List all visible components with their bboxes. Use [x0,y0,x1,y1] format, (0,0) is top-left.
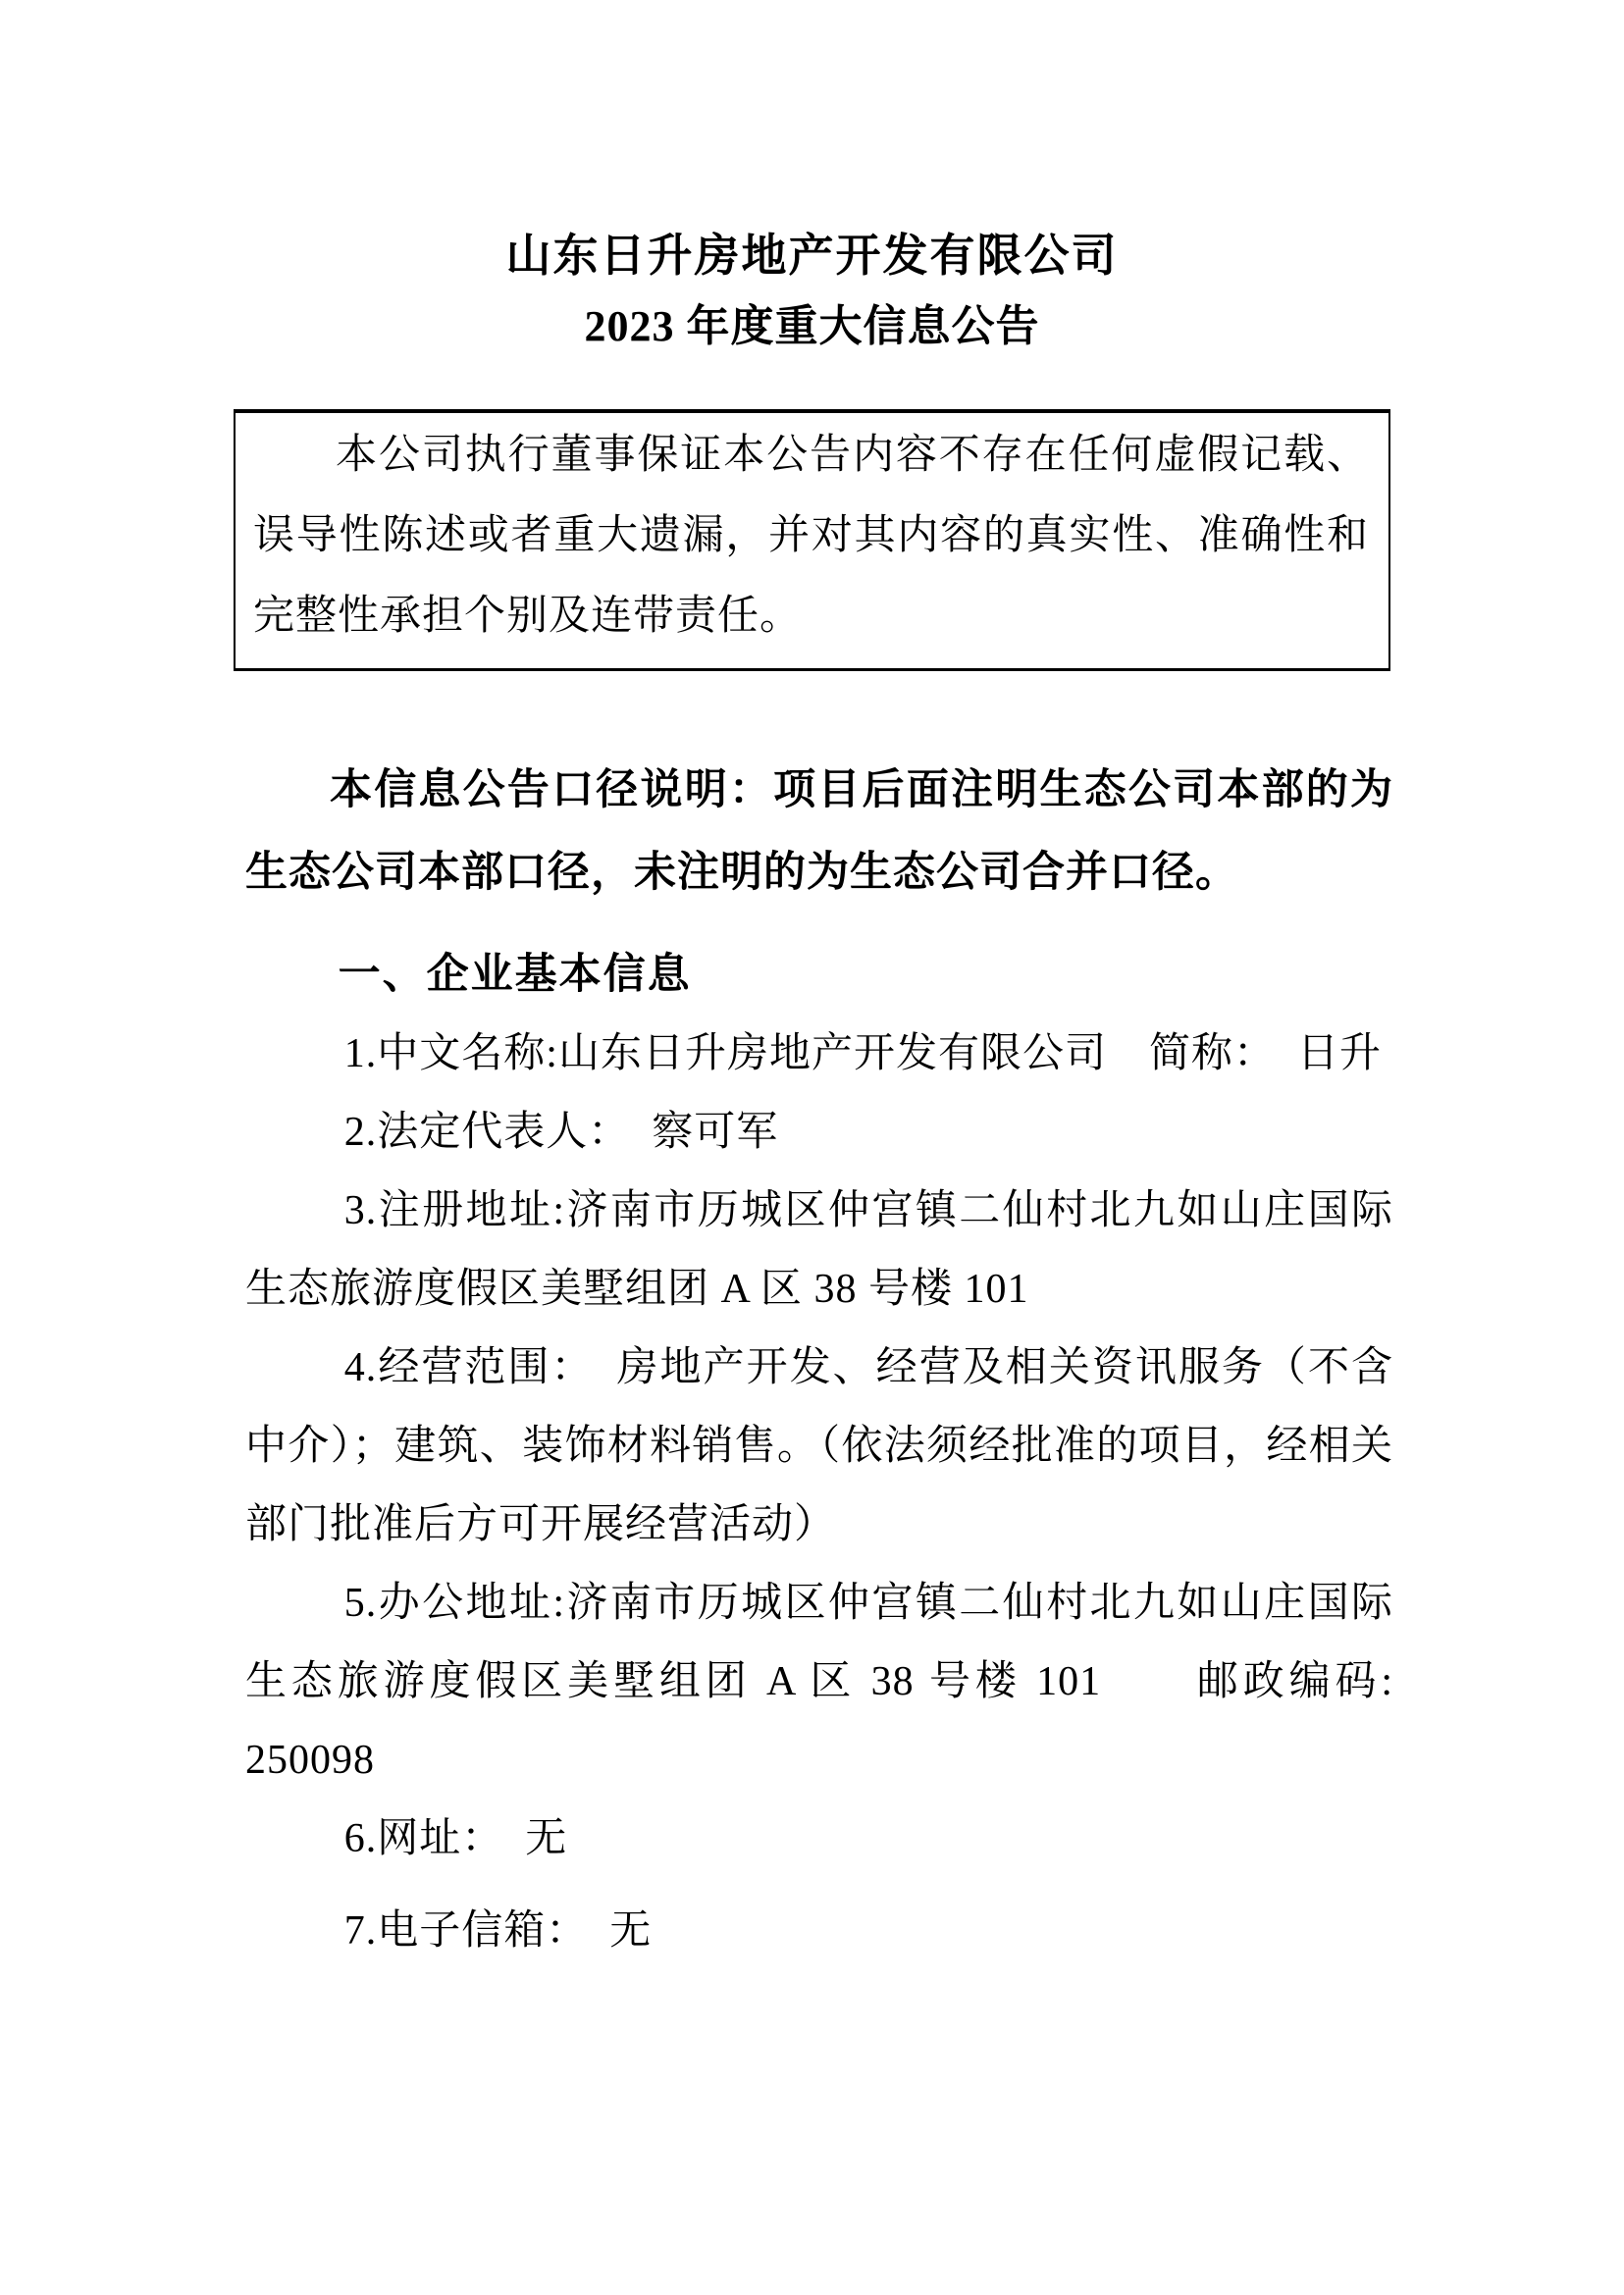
info-item-registered-address: 3.注册地址:济南市历城区仲宫镇二仙村北九如山庄国际生态旅游度假区美墅组团 A 区 38 号楼 101 [245,1188,1393,1312]
document-title: 山东日升房地产开发有限公司 [505,231,1119,281]
info-item-office-address: 5.办公地址:济南市历城区仲宫镇二仙村北九如山庄国际生态旅游度假区美墅组团 A 区 38 号楼 101 邮政编码: 250098 [245,1581,1393,1783]
info-item-business-scope: 4.经营范围： 房地产开发、经营及相关资讯服务（不含中介）；建筑、装饰材料销售。（依法须经批准的项目，经相关部门批准后方可开展经营活动） [245,1345,1393,1547]
info-item-chinese-name: 1.中文名称:山东日升房地产开发有限公司 简称： 日升 [343,1031,1382,1076]
disclaimer-text: 本公司执行董事保证本公告内容不存在任何虚假记载、误导性陈述或者重大遗漏，并对其内容的真实性、准确性和完整性承担个别及连带责任。 [253,433,1369,639]
disclaimer-box [234,409,1390,671]
section-heading-basic-info: 一、企业基本信息 [338,952,692,998]
info-item-email: 7.电子信箱： 无 [343,1908,653,1954]
document-subtitle: 2023 年度重大信息公告 [584,302,1040,350]
document-body [0,750,1624,1970]
info-item-legal-representative: 2.法定代表人： 察可军 [343,1110,779,1155]
caliber-note: 本信息公告口径说明：项目后面注明生态公司本部的为生态公司本部口径，未注明的为生态公司合并口径。 [245,767,1393,896]
info-item-website: 6.网址： 无 [343,1816,568,1861]
